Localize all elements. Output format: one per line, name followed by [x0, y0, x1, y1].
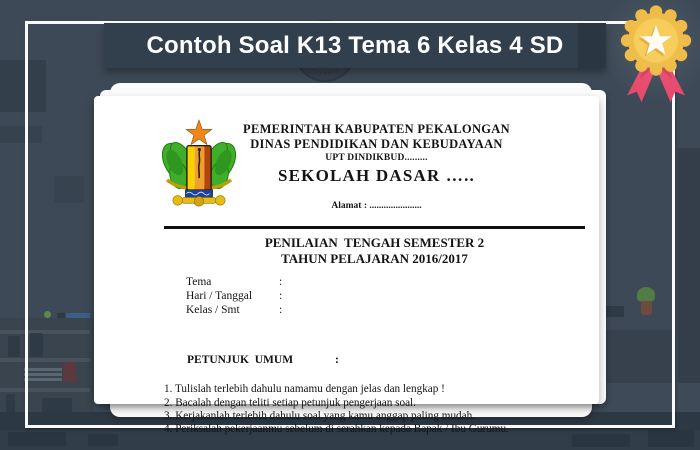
letterhead-rule	[164, 226, 585, 229]
floor-item-silhouette	[88, 434, 118, 446]
letterhead	[204, 122, 549, 212]
field-colon: :	[279, 304, 283, 316]
field-hari-tanggal	[186, 289, 282, 303]
government-line: PEMERINTAH KABUPATEN PEKALONGAN	[243, 122, 510, 136]
instruction-item: 2. Bacalah dengan teliti setiap petunjuk pengerjaan soal.	[164, 396, 416, 409]
title-banner	[104, 23, 606, 68]
instructions-heading-text: PETUNJUK UMUM	[187, 354, 294, 367]
cabinet-silhouette	[678, 148, 700, 383]
award-badge	[612, 2, 700, 108]
general-instructions	[164, 341, 596, 437]
field-label: Kelas / Smt	[186, 304, 240, 316]
instruction-item: 1. Tulislah terlebih dahulu namamu dengan jelas dan lengkap !	[164, 383, 445, 396]
instructions-heading	[164, 341, 596, 381]
exam-title	[164, 235, 585, 266]
floor-item-silhouette	[648, 430, 694, 447]
book-silhouette	[6, 394, 15, 414]
exam-title-line1: PENILAIAN TENGAH SEMESTER 2	[264, 235, 485, 250]
vase-silhouette	[8, 336, 20, 357]
school-name: SEKOLAH DASAR …..	[277, 166, 476, 185]
address-line: Alamat : ......................	[331, 201, 422, 211]
instruction-item: 4. Periksalah pekerjaanmu sebelum di serahkan kepada Bapak / Ibu Gurumu.	[164, 423, 509, 436]
exam-title-line2: TAHUN PELAJARAN 2016/2017	[281, 250, 468, 266]
medal-star-ribbon-icon	[612, 2, 700, 108]
field-tema	[186, 275, 282, 289]
exam-fields	[186, 275, 282, 317]
instruction-item: 3. Kerjakanlah terlebih dahulu soal yang kamu anggap paling mudah.	[164, 410, 475, 423]
field-label: Tema	[186, 276, 212, 288]
department-line: DINAS PENDIDIKAN DAN KEBUDAYAAN	[250, 137, 503, 151]
field-colon: :	[279, 276, 283, 288]
instructions-heading-colon: :	[335, 354, 339, 367]
field-kelas-smt	[186, 303, 282, 317]
page-title: Contoh Soal K13 Tema 6 Kelas 4 SD	[146, 32, 564, 59]
field-colon: :	[279, 290, 283, 302]
field-label: Hari / Tanggal	[186, 290, 253, 302]
floor-item-silhouette	[8, 432, 66, 446]
exam-document	[94, 96, 599, 436]
unit-line: UPT DINDIKBUD.........	[325, 153, 428, 163]
